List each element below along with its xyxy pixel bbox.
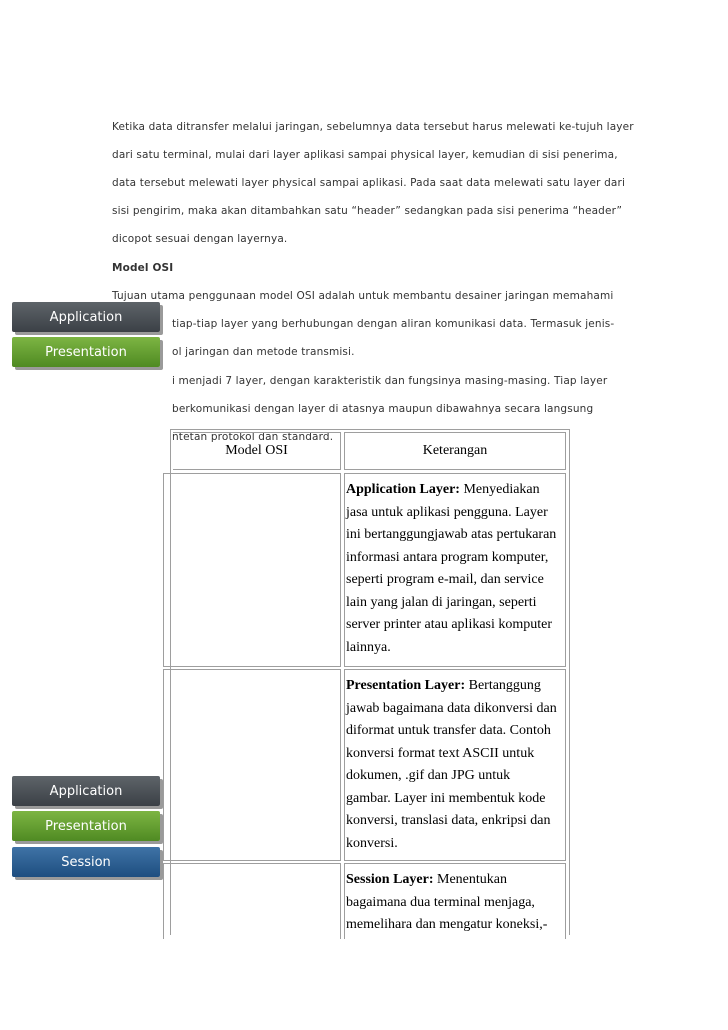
desc-line: bagaimana dua terminal menjaga, bbox=[346, 894, 535, 910]
table-row-model-cell bbox=[163, 863, 341, 939]
desc-line: server printer atau aplikasi komputer bbox=[346, 617, 553, 632]
table-row-session bbox=[344, 863, 566, 939]
desc-line: jasa untuk aplikasi pengguna. Layer bbox=[346, 504, 548, 520]
desc-line: konversi. bbox=[346, 835, 398, 851]
desc-line: jawab bagaimana data dikonversi dan bbox=[346, 700, 557, 716]
text-line: ntetan protokol dan standard. bbox=[172, 431, 334, 443]
desc-line: Menentukan bbox=[433, 872, 507, 887]
table-header-description: Keterangan bbox=[344, 432, 566, 470]
text-line: dari satu terminal, mulai dari layer aplikasi sampai physical layer, kemudian di sisi penerima, bbox=[112, 149, 618, 161]
text-line: data tersebut melewati layer physical sampai aplikasi. Pada saat data melewati satu layer dari bbox=[112, 177, 626, 189]
osi-table bbox=[170, 429, 570, 935]
desc-line: diformat untuk transfer data. Contoh bbox=[346, 723, 551, 738]
layer-session: Session bbox=[12, 847, 160, 877]
layer-title: Application Layer: bbox=[346, 482, 460, 497]
table-row-model-cell bbox=[163, 473, 341, 667]
text-line: dicopot sesuai dengan layernya. bbox=[112, 233, 288, 245]
text-line: Tujuan utama penggunaan model OSI adalah untuk membantu desainer jaringan memahami bbox=[112, 290, 614, 302]
table-row-presentation bbox=[344, 669, 566, 861]
table-row-model-cell bbox=[163, 669, 341, 861]
layer-presentation: Presentation bbox=[12, 811, 160, 841]
desc-line: konversi format text ASCII untuk bbox=[346, 745, 535, 761]
layer-title: Presentation Layer: bbox=[346, 678, 466, 693]
desc-line: Bertanggung bbox=[465, 678, 541, 693]
desc-line: lainnya. bbox=[346, 639, 391, 655]
desc-line: memelihara dan mengatur koneksi,- bbox=[346, 917, 548, 932]
desc-line: ini bertanggungjawab atas pertukaran bbox=[346, 527, 557, 542]
layer-application: Application bbox=[12, 302, 160, 332]
desc-line: Menyediakan bbox=[459, 482, 540, 497]
text-line: berkomunikasi dengan layer di atasnya maupun dibawahnya secara langsung bbox=[172, 403, 594, 415]
layer-application: Application bbox=[12, 776, 160, 806]
desc-line: gambar. Layer ini membentuk kode bbox=[346, 790, 546, 806]
desc-line: dokumen, .gif dan JPG untuk bbox=[346, 768, 511, 783]
text-line: sisi pengirim, maka akan ditambahkan satu “header” sedangkan pada sisi penerima “header” bbox=[112, 205, 623, 217]
desc-line: seperti program e-mail, dan service bbox=[346, 572, 544, 587]
section-heading: Model OSI bbox=[112, 262, 174, 274]
desc-line: konversi, translasi data, enkripsi dan bbox=[346, 813, 551, 828]
table-row-application bbox=[344, 473, 566, 667]
desc-line: lain yang jalan di jaringan, seperti bbox=[346, 594, 537, 610]
desc-line: informasi antara program komputer, bbox=[346, 549, 549, 565]
text-line: Ketika data ditransfer melalui jaringan, sebelumnya data tersebut harus melewati ke-tujuh layer bbox=[112, 121, 634, 133]
text-line: ol jaringan dan metode transmisi. bbox=[172, 346, 355, 358]
layer-title: Session Layer: bbox=[346, 872, 434, 887]
table-header-model: Model OSI bbox=[173, 432, 341, 470]
layer-presentation: Presentation bbox=[12, 337, 160, 367]
text-line: tiap-tiap layer yang berhubungan dengan aliran komunikasi data. Termasuk jenis- bbox=[172, 318, 615, 330]
text-line: i menjadi 7 layer, dengan karakteristik dan fungsinya masing-masing. Tiap layer bbox=[172, 375, 608, 387]
